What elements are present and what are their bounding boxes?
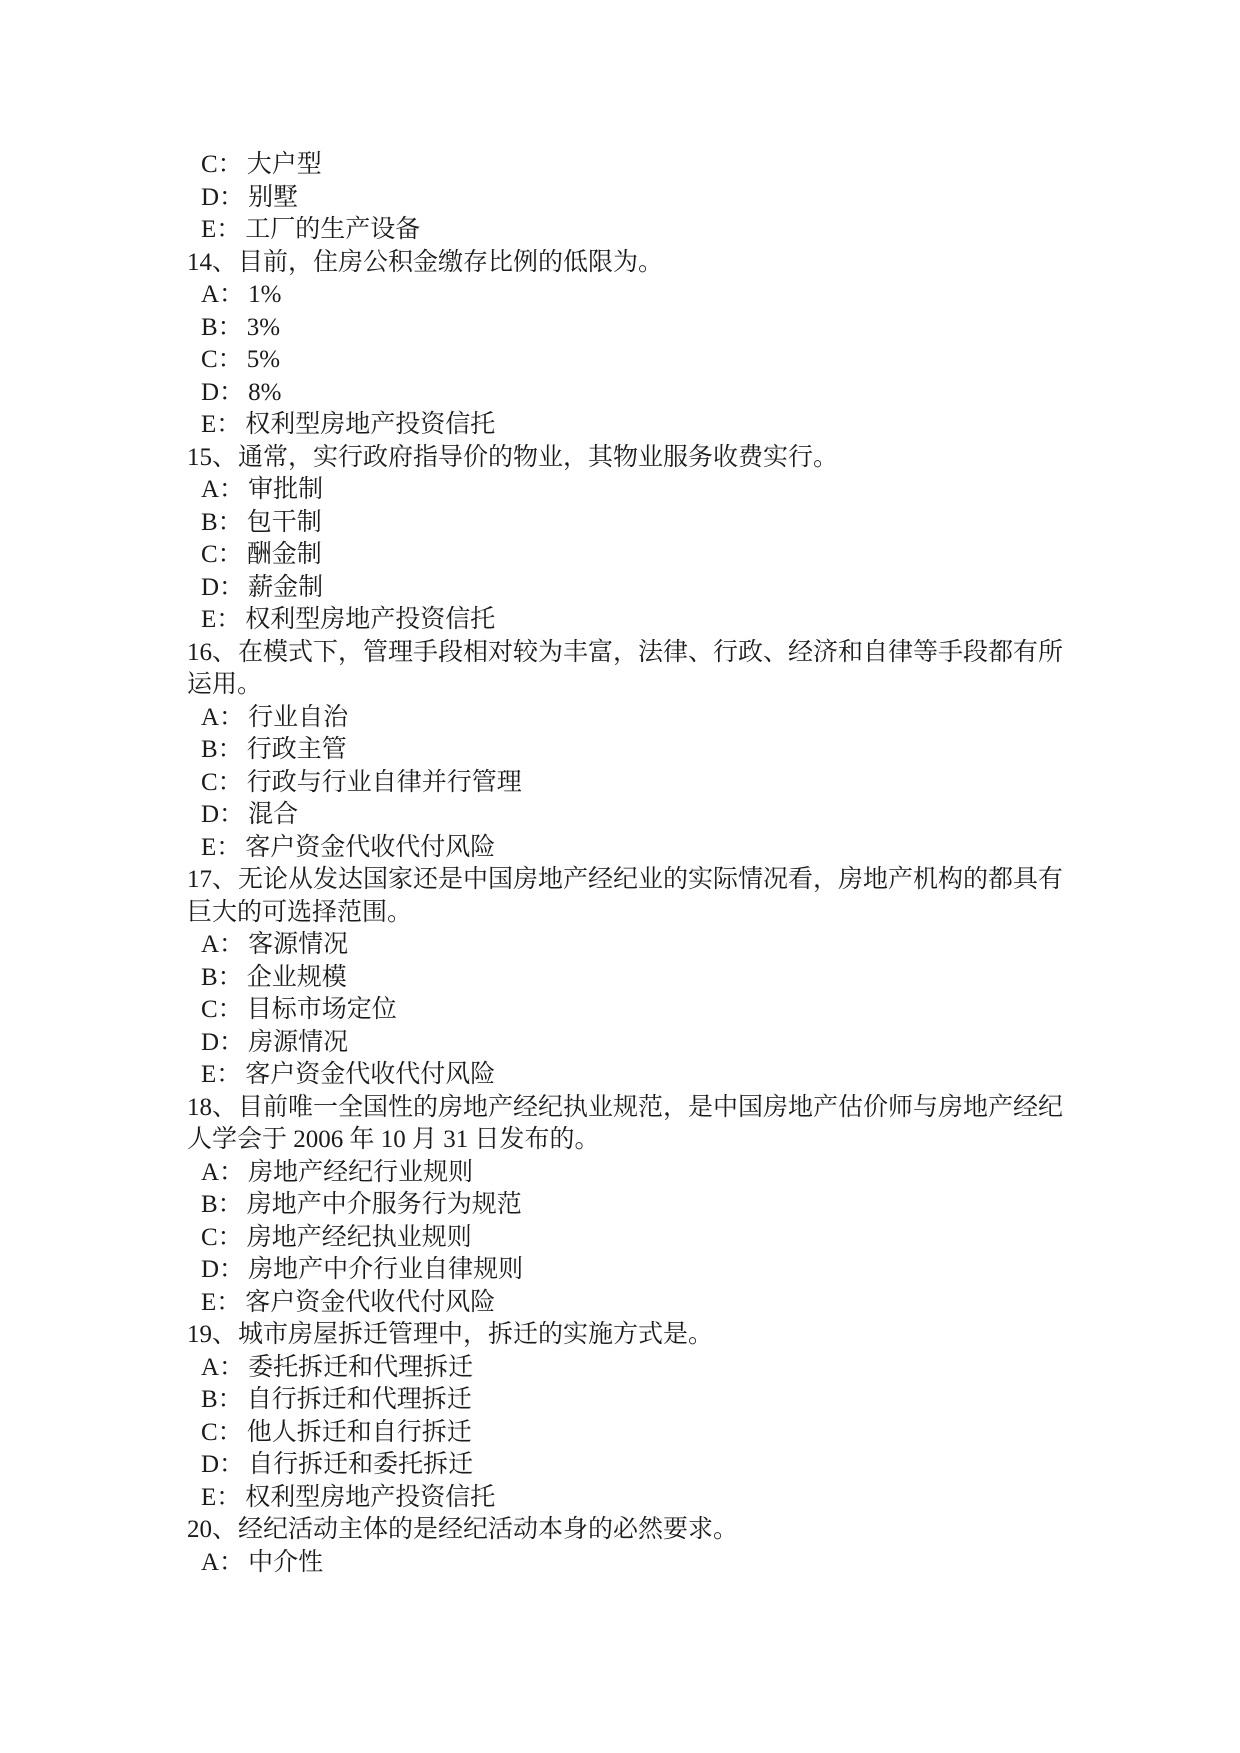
option-label: B： [201, 963, 243, 991]
option-text: 企业规模 [246, 963, 347, 991]
option-text: 自行拆迁和委托拆迁 [248, 1451, 474, 1478]
option-line [187, 377, 1092, 410]
option-line [187, 214, 1092, 247]
question-block [187, 149, 1092, 247]
option-line [187, 734, 1092, 767]
option-label: C： [201, 346, 243, 373]
option-line [187, 1482, 1092, 1515]
question-text-line [187, 1319, 1092, 1352]
question-number: 18、 [187, 1093, 238, 1121]
question-text-line [187, 897, 1092, 930]
question-number: 20、 [187, 1516, 238, 1543]
option-line [187, 1547, 1092, 1580]
option-label: D： [201, 1256, 245, 1283]
option-label: B： [201, 1191, 243, 1218]
option-line [187, 767, 1092, 800]
option-text: 客户资金代收代付风险 [245, 833, 496, 861]
option-label: A： [201, 931, 245, 958]
option-text: 房地产中介行业自律规则 [248, 1256, 524, 1283]
question-text: 运用。 [187, 671, 263, 698]
option-label: C： [201, 151, 243, 178]
option-text: 自行拆迁和代理拆迁 [246, 1386, 472, 1413]
option-line [187, 604, 1092, 637]
option-line [187, 1059, 1092, 1092]
option-line [187, 1449, 1092, 1482]
option-line [187, 312, 1092, 345]
option-line [187, 929, 1092, 962]
option-label: E： [201, 411, 242, 438]
option-label: C： [201, 1223, 243, 1251]
question-block [187, 1514, 1092, 1579]
question-block [187, 1319, 1092, 1514]
option-text: 大户型 [246, 151, 322, 178]
question-text-line [187, 864, 1092, 897]
question-text-line [187, 637, 1092, 670]
question-text: 人学会于 2006 年 10 月 31 日发布的。 [187, 1126, 600, 1153]
question-number: 14、 [187, 248, 238, 276]
option-text: 行政与行业自律并行管理 [246, 768, 522, 796]
option-label: D： [201, 801, 245, 828]
question-list [187, 149, 1092, 1579]
option-text: 中介性 [248, 1548, 324, 1576]
question-text: 目前唯一全国性的房地产经纪执业规范，是中国房地产估价师与房地产经纪 [238, 1093, 1064, 1121]
option-line [187, 1027, 1092, 1060]
option-label: C： [201, 768, 243, 796]
option-line [187, 539, 1092, 572]
option-label: D： [201, 183, 245, 211]
option-line [187, 344, 1092, 377]
option-text: 客源情况 [248, 931, 349, 958]
option-label: E： [201, 606, 242, 633]
question-number: 15、 [187, 443, 238, 471]
question-text-line [187, 247, 1092, 280]
option-label: B： [201, 736, 243, 763]
question-number: 16、 [187, 638, 238, 666]
option-label: B： [201, 1386, 243, 1413]
option-text: 目标市场定位 [246, 996, 397, 1023]
option-line [187, 182, 1092, 215]
option-text: 权利型房地产投资信托 [245, 606, 496, 633]
option-line [187, 1222, 1092, 1255]
question-text: 经纪活动主体的是经纪活动本身的必然要求。 [238, 1516, 739, 1543]
option-label: E： [201, 1288, 242, 1316]
option-label: C： [201, 541, 243, 568]
question-text: 无论从发达国家还是中国房地产经纪业的实际情况看，房地产机构的都具有 [238, 866, 1064, 893]
option-text: 委托拆迁和代理拆迁 [248, 1353, 474, 1381]
option-text: 工厂的生产设备 [245, 216, 421, 243]
option-line [187, 474, 1092, 507]
option-line [187, 799, 1092, 832]
question-text-line [187, 442, 1092, 475]
question-text-line [187, 1092, 1092, 1125]
option-label: A： [201, 476, 245, 503]
option-line [187, 1384, 1092, 1417]
option-label: D： [201, 1451, 245, 1478]
option-line [187, 1254, 1092, 1287]
option-text: 酬金制 [246, 541, 322, 568]
option-text: 房源情况 [248, 1028, 349, 1056]
option-label: E： [201, 1061, 242, 1088]
option-label: A： [201, 1548, 245, 1576]
option-line [187, 1287, 1092, 1320]
question-number: 19、 [187, 1321, 238, 1348]
option-line [187, 702, 1092, 735]
question-text-line [187, 1124, 1092, 1157]
option-text: 包干制 [246, 508, 322, 536]
option-text: 5% [246, 346, 281, 373]
option-label: E： [201, 216, 242, 243]
option-line [187, 1417, 1092, 1450]
option-label: B： [201, 508, 243, 536]
option-line [187, 1352, 1092, 1385]
question-text: 在模式下，管理手段相对较为丰富，法律、行政、经济和自律等手段都有所 [238, 638, 1064, 666]
question-block [187, 1092, 1092, 1320]
option-label: E： [201, 833, 242, 861]
option-text: 薪金制 [248, 573, 324, 601]
option-text: 审批制 [248, 476, 324, 503]
option-text: 8% [248, 378, 282, 406]
option-line [187, 994, 1092, 1027]
option-text: 房地产经纪执业规则 [246, 1223, 472, 1251]
option-text: 行业自治 [248, 703, 349, 731]
option-text: 行政主管 [246, 736, 347, 763]
option-line [187, 507, 1092, 540]
question-block [187, 637, 1092, 865]
option-label: D： [201, 378, 245, 406]
option-text: 权利型房地产投资信托 [245, 411, 496, 438]
question-text: 通常，实行政府指导价的物业，其物业服务收费实行。 [238, 443, 839, 471]
option-label: C： [201, 1418, 243, 1446]
option-text: 3% [246, 313, 281, 341]
option-line [187, 149, 1092, 182]
option-label: E： [201, 1483, 242, 1511]
option-label: A： [201, 1158, 245, 1186]
question-text: 巨大的可选择范围。 [187, 898, 413, 926]
question-text-line [187, 1514, 1092, 1547]
option-text: 权利型房地产投资信托 [245, 1483, 496, 1511]
option-text: 别墅 [248, 183, 299, 211]
question-text-line [187, 669, 1092, 702]
option-line [187, 832, 1092, 865]
option-label: B： [201, 313, 243, 341]
option-line [187, 962, 1092, 995]
question-block [187, 247, 1092, 442]
option-text: 客户资金代收代付风险 [245, 1061, 496, 1088]
option-line [187, 279, 1092, 312]
question-text: 城市房屋拆迁管理中，拆迁的实施方式是。 [238, 1321, 714, 1348]
option-label: A： [201, 281, 245, 308]
question-number: 17、 [187, 866, 238, 893]
option-label: A： [201, 1353, 245, 1381]
option-text: 他人拆迁和自行拆迁 [246, 1418, 472, 1446]
question-block [187, 864, 1092, 1092]
option-text: 1% [248, 281, 282, 308]
option-text: 客户资金代收代付风险 [245, 1288, 496, 1316]
option-line [187, 1157, 1092, 1190]
question-block [187, 442, 1092, 637]
option-text: 混合 [248, 801, 299, 828]
option-text: 房地产中介服务行为规范 [246, 1191, 522, 1218]
option-label: A： [201, 703, 245, 731]
question-text: 目前，住房公积金缴存比例的低限为。 [238, 248, 664, 276]
option-text: 房地产经纪行业规则 [248, 1158, 474, 1186]
option-label: C： [201, 996, 243, 1023]
option-line [187, 409, 1092, 442]
option-line [187, 572, 1092, 605]
option-label: D： [201, 1028, 245, 1056]
option-line [187, 1189, 1092, 1222]
option-label: D： [201, 573, 245, 601]
